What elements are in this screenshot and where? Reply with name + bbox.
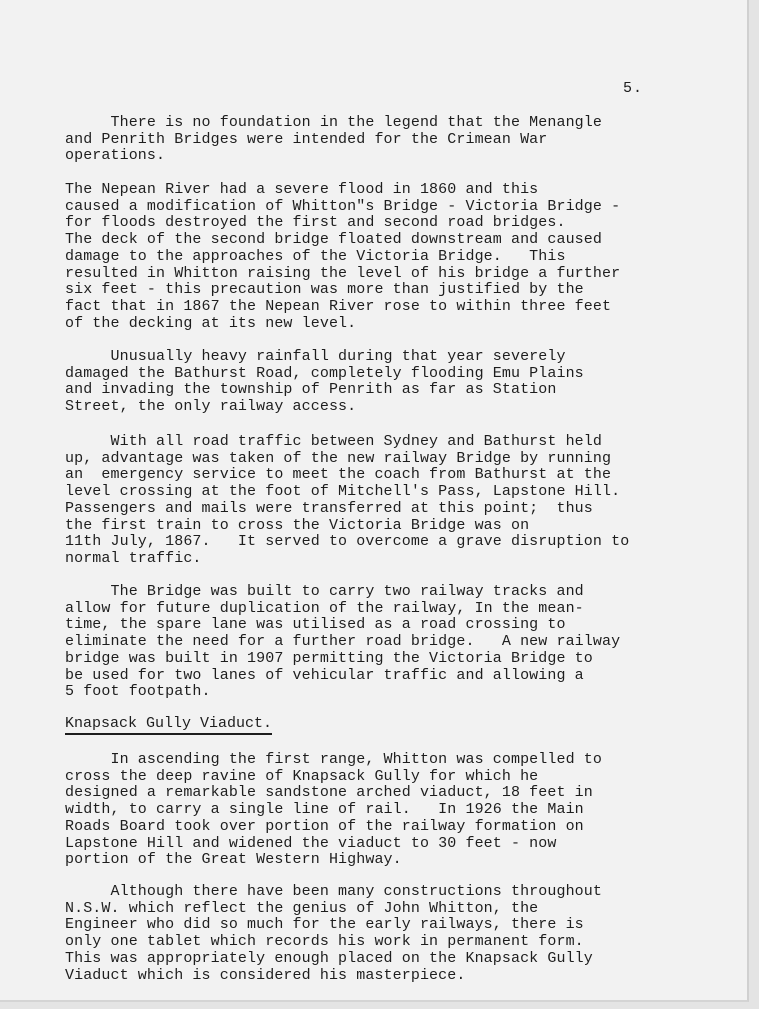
text-line: damaged the Bathurst Road, completely flooding Emu Plains xyxy=(65,364,584,382)
text-line: With all road traffic between Sydney and Bathurst held xyxy=(65,433,602,450)
text-line: and invading the township of Penrith as far as Station xyxy=(65,381,557,399)
text-line: Lapstone Hill and widened the viaduct to 30 feet - now xyxy=(65,834,557,852)
text-line: designed a remarkable sandstone arched viaduct, 18 feet in xyxy=(65,784,593,802)
text-line: Passengers and mails were transferred at this point; thus xyxy=(65,499,593,517)
text-line: cross the deep ravine of Knapsack Gully for which he xyxy=(65,767,539,785)
text-line: There is no foundation in the legend that the Menangle xyxy=(65,114,602,131)
text-line: the first train to cross the Victoria Bridge was on xyxy=(65,516,530,534)
text-line: The Nepean River had a severe flood in 1860 and this xyxy=(65,181,539,198)
text-line: 5 foot footpath. xyxy=(65,683,211,701)
text-line: Engineer who did so much for the early railways, there is xyxy=(65,916,584,934)
text-line: resulted in Whitton raising the level of his bridge a further xyxy=(65,264,621,282)
text-line: Street, the only railway access. xyxy=(65,398,357,416)
text-line: allow for future duplication of the railway, In the mean- xyxy=(65,599,584,617)
page-number: 5. xyxy=(622,80,643,97)
text-line: The Bridge was built to carry two railway tracks and xyxy=(65,583,584,600)
text-line: Unusually heavy rainfall during that year severely xyxy=(65,348,566,365)
text-line: N.S.W. which reflect the genius of John Whitton, the xyxy=(65,899,539,917)
text-line: Although there have been many constructions throughout xyxy=(65,883,602,900)
text-line: 11th July, 1867. It served to overcome a grave disruption to xyxy=(65,533,630,551)
text-line: and Penrith Bridges were intended for the Crimean War xyxy=(65,130,548,148)
text-line: portion of the Great Western Highway. xyxy=(65,851,402,869)
section-heading: Knapsack Gully Viaduct. xyxy=(65,716,272,735)
text-line: Roads Board took over portion of the railway formation on xyxy=(65,817,584,835)
text-line: caused a modification of Whitton"s Bridge - Victoria Bridge - xyxy=(65,197,621,215)
text-line: operations. xyxy=(65,147,166,165)
text-line: The deck of the second bridge floated downstream and caused xyxy=(65,231,602,249)
text-line: fact that in 1867 the Nepean River rose to within three feet xyxy=(65,297,612,315)
text-line: damage to the approaches of the Victoria Bridge. This xyxy=(65,247,566,265)
text-line: an emergency service to meet the coach from Bathurst at the xyxy=(65,466,612,484)
text-line: six feet - this precaution was more than justified by the xyxy=(65,281,584,299)
text-line: only one tablet which records his work in permanent form. xyxy=(65,933,584,951)
text-line: be used for two lanes of vehicular traffic and allowing a xyxy=(65,666,584,684)
text-line: up, advantage was taken of the new railway Bridge by running xyxy=(65,449,612,467)
text-line: eliminate the need for a further road bridge. A new railway xyxy=(65,633,621,651)
text-line: In ascending the first range, Whitton was compelled to xyxy=(65,751,602,768)
text-line: time, the spare lane was utilised as a road crossing to xyxy=(65,616,566,634)
text-line: Viaduct which is considered his masterpiece. xyxy=(65,966,466,984)
text-line: level crossing at the foot of Mitchell's Pass, Lapstone Hill. xyxy=(65,483,621,501)
text-line: for floods destroyed the first and second road bridges. xyxy=(65,214,566,232)
text-line: of the decking at its new level. xyxy=(65,314,357,332)
text-line: width, to carry a single line of rail. In 1926 the Main xyxy=(65,801,584,819)
text-line: bridge was built in 1907 permitting the Victoria Bridge to xyxy=(65,649,593,667)
text-line: normal traffic. xyxy=(65,549,202,567)
text-line: This was appropriately enough placed on the Knapsack Gully xyxy=(65,949,593,967)
